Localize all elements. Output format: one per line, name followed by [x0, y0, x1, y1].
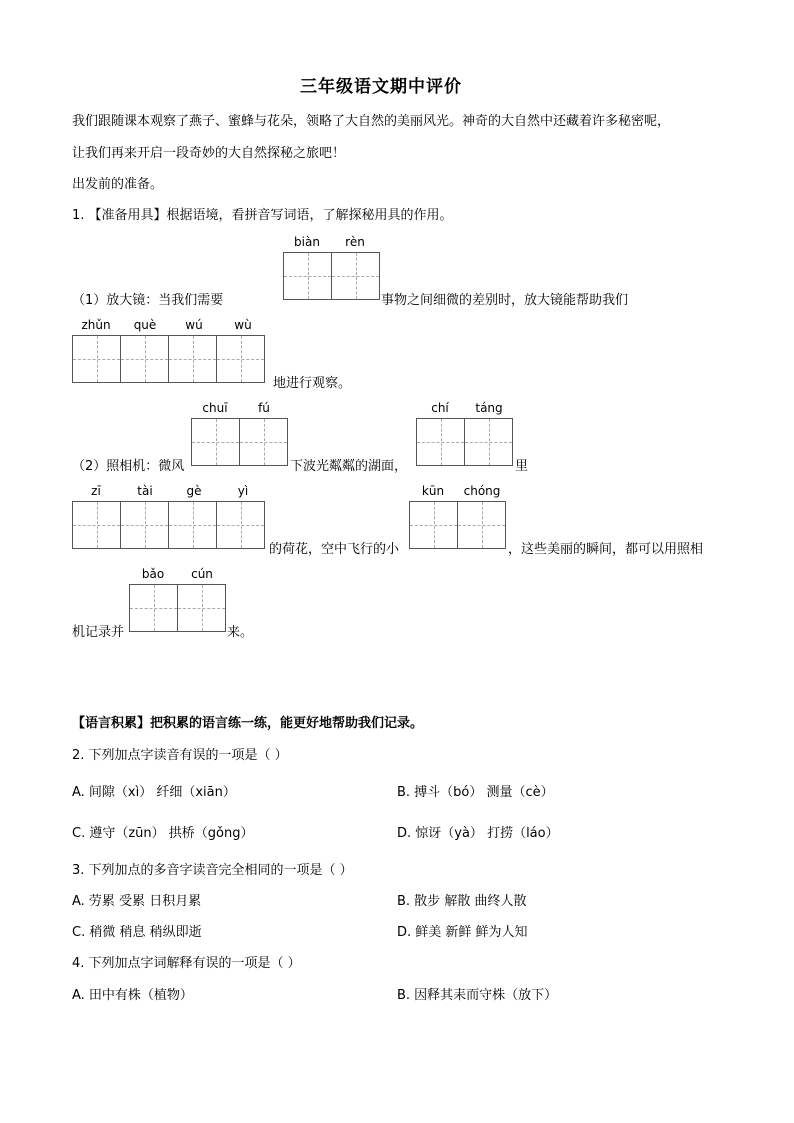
- answer-grid[interactable]: [283, 252, 380, 300]
- writing-cell[interactable]: [121, 501, 169, 549]
- answer-grid[interactable]: [72, 501, 265, 549]
- writing-cell[interactable]: [130, 584, 178, 632]
- pinyin: gè: [186, 484, 202, 498]
- pinyin: fú: [258, 401, 270, 415]
- writing-cell[interactable]: [73, 335, 121, 383]
- intro-line-2: 让我们再来开启一段奇妙的大自然探秘之旅吧！: [72, 146, 346, 161]
- writing-cell[interactable]: [410, 501, 458, 549]
- pinyin: biàn: [294, 235, 320, 249]
- pinyin: wú: [185, 318, 203, 332]
- section-heading: 【语言积累】把积累的语言练一练，能更好地帮助我们记录。: [72, 716, 424, 731]
- q2-option-b[interactable]: B. 搏斗（bó） 测量（cè）: [397, 785, 554, 800]
- writing-cell[interactable]: [73, 501, 121, 549]
- q3-option-d[interactable]: D. 鲜美 新鲜 鲜为人知: [397, 925, 528, 940]
- answer-grid[interactable]: [191, 418, 288, 466]
- q2-option-a[interactable]: A. 间隙（xì） 纤细（xiān）: [72, 785, 236, 800]
- writing-cell[interactable]: [178, 584, 226, 632]
- intro-line-3: 出发前的准备。: [72, 177, 164, 192]
- pinyin: rèn: [345, 235, 365, 249]
- q1-heading: 1. 【准备用具】根据语境，看拼音写词语，了解探秘用具的作用。: [72, 208, 453, 223]
- q4-stem: 4. 下列加点字词解释有误的一项是（ ）: [72, 956, 301, 971]
- q2-stem: 2. 下列加点字读音有误的一项是（ ）: [72, 748, 288, 763]
- writing-cell[interactable]: [217, 335, 265, 383]
- writing-cell[interactable]: [332, 252, 380, 300]
- q1-p2-mid4: ，这些美丽的瞬间，都可以用照相: [508, 542, 704, 557]
- writing-cell[interactable]: [192, 418, 240, 466]
- q4-option-a[interactable]: A. 田中有株（植物）: [72, 988, 193, 1003]
- writing-cell[interactable]: [121, 335, 169, 383]
- writing-cell[interactable]: [465, 418, 513, 466]
- writing-cell[interactable]: [169, 501, 217, 549]
- q3-option-a[interactable]: A. 劳累 受累 日积月累: [72, 894, 202, 909]
- pinyin: tài: [137, 484, 153, 498]
- pinyin: bǎo: [141, 567, 165, 581]
- answer-grid[interactable]: [409, 501, 506, 549]
- pinyin: què: [133, 318, 157, 332]
- writing-cell[interactable]: [240, 418, 288, 466]
- pinyin: kūn: [421, 484, 445, 498]
- q1-p2-suffix: 来。: [227, 625, 254, 640]
- writing-cell[interactable]: [217, 501, 265, 549]
- writing-cell[interactable]: [458, 501, 506, 549]
- q1-p2-mid3: 的荷花，空中飞行的小: [269, 542, 400, 557]
- pinyin: wù: [234, 318, 252, 332]
- answer-grid[interactable]: [72, 335, 265, 383]
- q1-p1-prefix: （1）放大镜：当我们需要: [72, 293, 224, 308]
- q3-stem: 3. 下列加点的多音字读音完全相同的一项是（ ）: [72, 863, 353, 878]
- pinyin: zī: [91, 484, 101, 498]
- writing-cell[interactable]: [284, 252, 332, 300]
- pinyin: yì: [237, 484, 249, 498]
- q3-option-b[interactable]: B. 散步 解散 曲终人散: [397, 894, 527, 909]
- answer-grid[interactable]: [129, 584, 226, 632]
- q2-option-c[interactable]: C. 遵守（zūn） 拱桥（gǒng）: [72, 826, 254, 841]
- q1-p1-middle: 事物之间细微的差别时，放大镜能帮助我们: [381, 293, 629, 308]
- q1-p2-mid2: 里: [515, 459, 529, 474]
- writing-cell[interactable]: [417, 418, 465, 466]
- pinyin: chóng: [463, 484, 501, 498]
- intro-line-1: 我们跟随课本观察了燕子、蜜蜂与花朵，领略了大自然的美丽风光。神奇的大自然中还藏着许多秘密呢，: [72, 114, 671, 129]
- q2-option-d[interactable]: D. 惊讶（yà） 打捞（láo）: [397, 826, 559, 841]
- q1-p2-mid1: 下波光粼粼的湖面，: [290, 459, 408, 474]
- q3-option-c[interactable]: C. 稍微 稍息 稍纵即逝: [72, 925, 202, 940]
- answer-grid[interactable]: [416, 418, 513, 466]
- q1-p2-prefix: （2）照相机：微风: [72, 459, 185, 474]
- writing-cell[interactable]: [169, 335, 217, 383]
- pinyin: cún: [191, 567, 213, 581]
- page-title: 三年级语文期中评价: [300, 77, 462, 97]
- q4-option-b[interactable]: B. 因释其耒而守株（放下）: [397, 988, 558, 1003]
- q1-p2-mid5: 机记录并: [72, 625, 125, 640]
- pinyin: zhǔn: [81, 318, 111, 332]
- q1-p1-suffix: 地进行观察。: [273, 376, 352, 391]
- pinyin: chuī: [202, 401, 228, 415]
- pinyin: chí: [431, 401, 449, 415]
- pinyin: táng: [475, 401, 503, 415]
